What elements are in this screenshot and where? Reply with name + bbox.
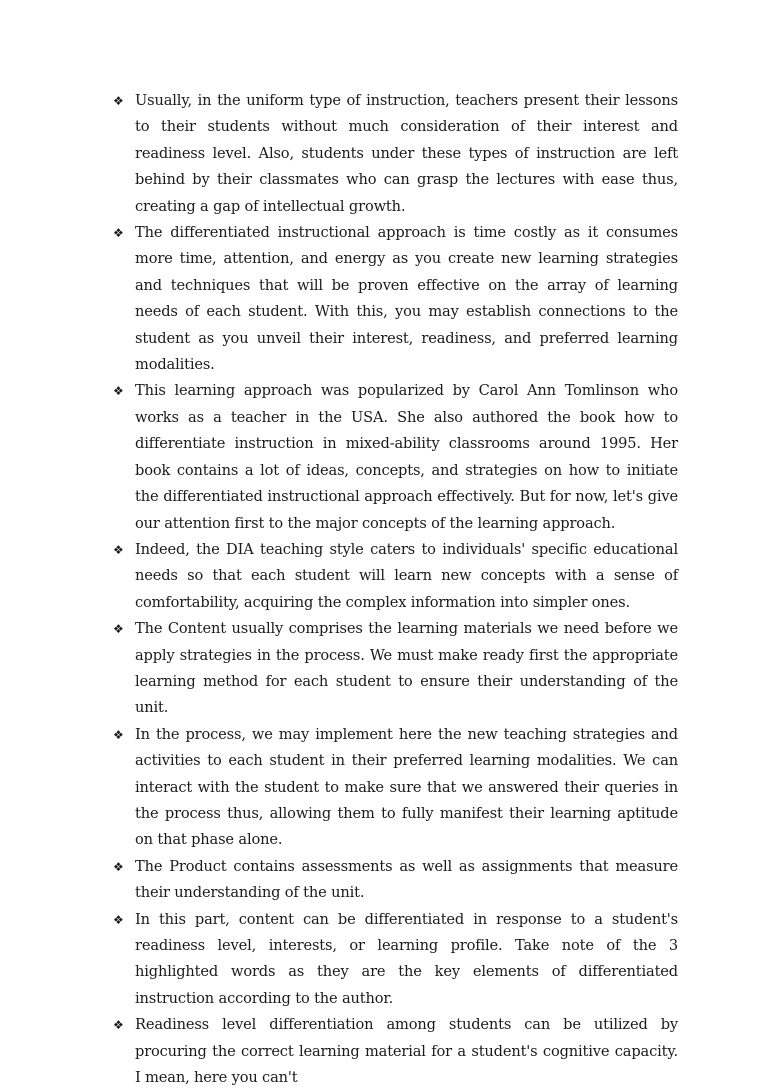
list-item (110, 722, 678, 854)
list-item-text: The Content usually comprises the learning materials we need before we apply strategies in the process. We must make ready first the appropriate learning method for each student to ensure their understanding of the unit. (135, 620, 678, 717)
list-item (110, 220, 678, 378)
diamond-bullet-icon: ❖ (113, 727, 124, 742)
list-item-text: The differentiated instructional approach is time costly as it consumes more time, attention, and energy as you create new learning strategies and techniques that will be proven effective on the array of learning needs of each student. With this, you may establish connections to the student as you unveil their interest, readiness, and preferred learning modalities. (135, 224, 678, 374)
list-item-text: In this part, content can be differentiated in response to a student's readiness level, interests, or learning profile. Take note of the 3 highlighted words as they are the key elements of differentiated instruction according to the author. (135, 910, 678, 1007)
list-item-text: In the process, we may implement here the new teaching strategies and activities to each student in their preferred learning modalities. We can interact with the student to make sure that we answered their queries in the process thus, allowing them to fully manifest their learning aptitude on that phase alone. (135, 725, 678, 849)
list-item (110, 616, 678, 722)
list-item (110, 854, 678, 907)
list-item-text: Readiness level differentiation among students can be utilized by procuring the correct learning material for a student's cognitive capacity. I mean, here you can't (135, 1016, 678, 1087)
list-item (110, 88, 678, 220)
list-item-text: Usually, in the uniform type of instruction, teachers present their lessons to their students without much consideration of their interest and readiness level. Also, students under these types of instruction are left behind by their classmates who can grasp the lectures with ease thus, creating a gap of intellectual growth. (135, 92, 678, 215)
diamond-bullet-icon: ❖ (113, 859, 124, 874)
diamond-bullet-icon: ❖ (113, 1018, 124, 1033)
list-item-text: The Product contains assessments as well as assignments that measure their understanding of the unit. (135, 857, 678, 902)
list-item (110, 907, 678, 1013)
list-item-text: Indeed, the DIA teaching style caters to individuals' specific educational needs so that each student will learn new concepts with a sense of comfortability, acquiring the complex information into simpler ones. (135, 540, 678, 611)
diamond-bullet-icon: ❖ (113, 622, 124, 637)
list-item (110, 537, 678, 616)
diamond-bullet-icon: ❖ (113, 542, 124, 557)
diamond-bullet-icon: ❖ (113, 912, 124, 927)
bullet-list (110, 88, 678, 1091)
list-item-text: This learning approach was popularized by Carol Ann Tomlinson who works as a teacher in the USA. She also authored the book how to differentiate instruction in mixed-ability classrooms around 1995. Her book contains a lot of ideas, concepts, and strategies on how to initiate the differentiated instructional approach effectively. But for now, let's give our attention first to the major concepts of the learning approach. (135, 382, 678, 532)
diamond-bullet-icon: ❖ (113, 226, 124, 241)
list-item (110, 1012, 678, 1091)
list-item (110, 378, 678, 536)
diamond-bullet-icon: ❖ (113, 384, 124, 399)
diamond-bullet-icon: ❖ (113, 94, 124, 108)
